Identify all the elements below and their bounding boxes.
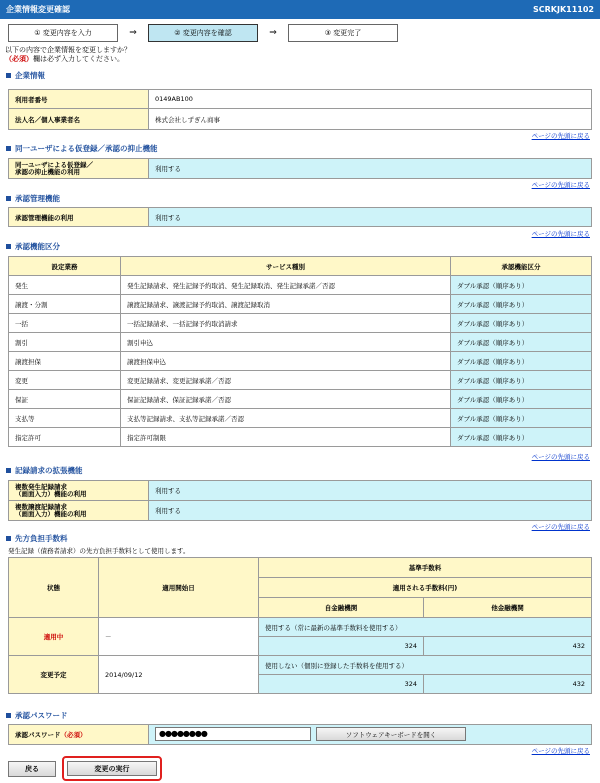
column-header: 承認機能区分 — [451, 257, 592, 276]
column-header-applied: 適用される手数料(円) — [259, 578, 592, 598]
column-header-status: 状態 — [9, 558, 99, 618]
step-arrow-icon: ⇒ — [269, 28, 277, 38]
start-date-cell: 2014/09/12 — [99, 656, 259, 694]
kind-cell: ダブル承認（順序あり） — [451, 371, 592, 390]
table-row — [9, 276, 592, 295]
table-row — [9, 371, 592, 390]
task-cell: 変更 — [9, 371, 121, 390]
step-confirm: ② 変更内容を確認 — [148, 24, 258, 42]
section-approval-kind-heading: 承認機能区分 — [6, 241, 60, 252]
screen-id: SCRKJK11102 — [533, 5, 594, 14]
fee-table — [8, 557, 592, 694]
multi-issue-label: 複数発生記録請求 （画面入力）機能の利用 — [9, 481, 149, 501]
column-header-start: 適用開始日 — [99, 558, 259, 618]
service-cell: 保証記録請求、保証記録承諾／否認 — [121, 390, 451, 409]
service-cell: 譲渡記録請求、譲渡記録予約取消、譲渡記録取消 — [121, 295, 451, 314]
task-cell: 指定許可 — [9, 428, 121, 447]
service-cell: 支払等記録請求、支払等記録承諾／否認 — [121, 409, 451, 428]
table-row — [9, 501, 592, 521]
software-keyboard-button[interactable]: ソフトウェアキーボードを開く — [316, 727, 466, 741]
company-name-label: 法人名／個人事業者名 — [9, 109, 149, 130]
required-mark: （必須） — [60, 731, 87, 739]
password-label: 承認パスワード（必須） — [9, 725, 149, 745]
service-cell: 変更記録請求、変更記録承諾／否認 — [121, 371, 451, 390]
start-date-cell: － — [99, 618, 259, 656]
table-row — [9, 295, 592, 314]
company-name-value: 株式会社しずぎん商事 — [149, 109, 592, 130]
kind-cell: ダブル承認（順序あり） — [451, 428, 592, 447]
fee-other-cell: 432 — [424, 675, 592, 694]
column-header-same: 自金融機関 — [259, 598, 424, 618]
intro-line2: 欄は必ず入力してください。 — [33, 55, 124, 63]
square-bullet-icon — [6, 536, 11, 541]
same-user-label: 同一ユーザによる仮登録／ 承認の抑止機能の利用 — [9, 159, 149, 179]
task-cell: 支払等 — [9, 409, 121, 428]
multi-issue-value: 利用する — [149, 481, 592, 501]
service-cell: 指定許可制限 — [121, 428, 451, 447]
table-header-row — [9, 257, 592, 276]
fee-desc-cell: 使用する（常に最新の基準手数料を使用する） — [259, 618, 592, 637]
square-bullet-icon — [6, 196, 11, 201]
section-fee-heading: 先方負担手数料 — [6, 533, 68, 544]
square-bullet-icon — [6, 73, 11, 78]
square-bullet-icon — [6, 713, 11, 718]
table-row — [9, 109, 592, 130]
column-header-other: 他金融機関 — [424, 598, 592, 618]
fee-desc-cell: 使用しない（個別に登録した手数料を使用する） — [259, 656, 592, 675]
password-input[interactable]: ●●●●●●●● — [155, 727, 311, 741]
fee-same-cell: 324 — [259, 675, 424, 694]
fee-note: 発生記録（債務者請求）の先方負担手数料として使用します。 — [8, 547, 190, 555]
approval-mgmt-value: 利用する — [149, 208, 592, 227]
table-row — [9, 428, 592, 447]
fee-other-cell: 432 — [424, 637, 592, 656]
table-row — [9, 390, 592, 409]
task-cell: 割引 — [9, 333, 121, 352]
kind-cell: ダブル承認（順序あり） — [451, 352, 592, 371]
table-row — [9, 314, 592, 333]
page-top-link[interactable]: ページの先頭に戻る — [531, 523, 590, 531]
status-cell: 適用中 — [9, 618, 99, 656]
step-indicator — [8, 23, 592, 43]
page-top-link[interactable]: ページの先頭に戻る — [531, 453, 590, 461]
kind-cell: ダブル承認（順序あり） — [451, 276, 592, 295]
section-company-heading: 企業情報 — [6, 70, 45, 81]
table-row — [9, 208, 592, 227]
page-top-link[interactable]: ページの先頭に戻る — [531, 181, 590, 189]
table-row — [9, 656, 592, 675]
multi-transfer-label: 複数譲渡記録請求 （画面入力）機能の利用 — [9, 501, 149, 521]
table-row — [9, 90, 592, 109]
user-number-value: 0149AB100 — [149, 90, 592, 109]
section-approval-mgmt-heading: 承認管理機能 — [6, 193, 60, 204]
task-cell: 発生 — [9, 276, 121, 295]
table-row — [9, 481, 592, 501]
same-user-table — [8, 158, 592, 179]
service-cell: 一括記録請求、一括記録予約取消請求 — [121, 314, 451, 333]
title-bar — [0, 0, 600, 19]
multi-transfer-value: 利用する — [149, 501, 592, 521]
page-top-link[interactable]: ページの先頭に戻る — [531, 132, 590, 140]
status-cell: 変更予定 — [9, 656, 99, 694]
same-user-value: 利用する — [149, 159, 592, 179]
square-bullet-icon — [6, 146, 11, 151]
square-bullet-icon — [6, 468, 11, 473]
execute-change-button[interactable]: 変更の実行 — [67, 761, 157, 776]
kind-cell: ダブル承認（順序あり） — [451, 295, 592, 314]
page-top-link[interactable]: ページの先頭に戻る — [531, 747, 590, 755]
table-row — [9, 352, 592, 371]
task-cell: 譲渡担保 — [9, 352, 121, 371]
service-cell: 割引申込 — [121, 333, 451, 352]
column-header: サービス種別 — [121, 257, 451, 276]
section-record-ext-heading: 記録請求の拡張機能 — [6, 465, 83, 476]
step-arrow-icon: ⇒ — [129, 28, 137, 38]
kind-cell: ダブル承認（順序あり） — [451, 409, 592, 428]
column-header: 設定業務 — [9, 257, 121, 276]
task-cell: 保証 — [9, 390, 121, 409]
required-mark: （必須） — [5, 55, 33, 63]
page-title: 企業情報変更確認 — [6, 5, 70, 14]
step-complete: ③ 変更完了 — [288, 24, 398, 42]
service-cell: 発生記録請求、発生記録予約取消、発生記録取消、発生記録承諾／否認 — [121, 276, 451, 295]
kind-cell: ダブル承認（順序あり） — [451, 314, 592, 333]
square-bullet-icon — [6, 244, 11, 249]
table-row — [9, 333, 592, 352]
kind-cell: ダブル承認（順序あり） — [451, 390, 592, 409]
approval-mgmt-table — [8, 207, 592, 227]
table-row — [9, 159, 592, 179]
section-same-user-heading: 同一ユーザによる仮登録／承認の抑止機能 — [6, 143, 158, 154]
table-header-row — [9, 558, 592, 578]
task-cell: 一括 — [9, 314, 121, 333]
step-input: ① 変更内容を入力 — [8, 24, 118, 42]
approval-mgmt-label: 承認管理機能の利用 — [9, 208, 149, 227]
approval-kind-table — [8, 256, 592, 447]
user-number-label: 利用者番号 — [9, 90, 149, 109]
record-ext-table — [8, 480, 592, 521]
service-cell: 譲渡担保申込 — [121, 352, 451, 371]
column-header-standard: 基準手数料 — [259, 558, 592, 578]
kind-cell: ダブル承認（順序あり） — [451, 333, 592, 352]
intro-line1: 以下の内容で企業情報を変更しますか？ — [5, 46, 131, 54]
section-password-heading: 承認パスワード — [6, 710, 68, 721]
back-button[interactable]: 戻る — [8, 761, 56, 777]
table-row — [9, 618, 592, 637]
page-top-link[interactable]: ページの先頭に戻る — [531, 230, 590, 238]
task-cell: 譲渡・分割 — [9, 295, 121, 314]
fee-same-cell: 324 — [259, 637, 424, 656]
intro-text — [5, 46, 131, 64]
company-table — [8, 89, 592, 130]
table-row — [9, 409, 592, 428]
